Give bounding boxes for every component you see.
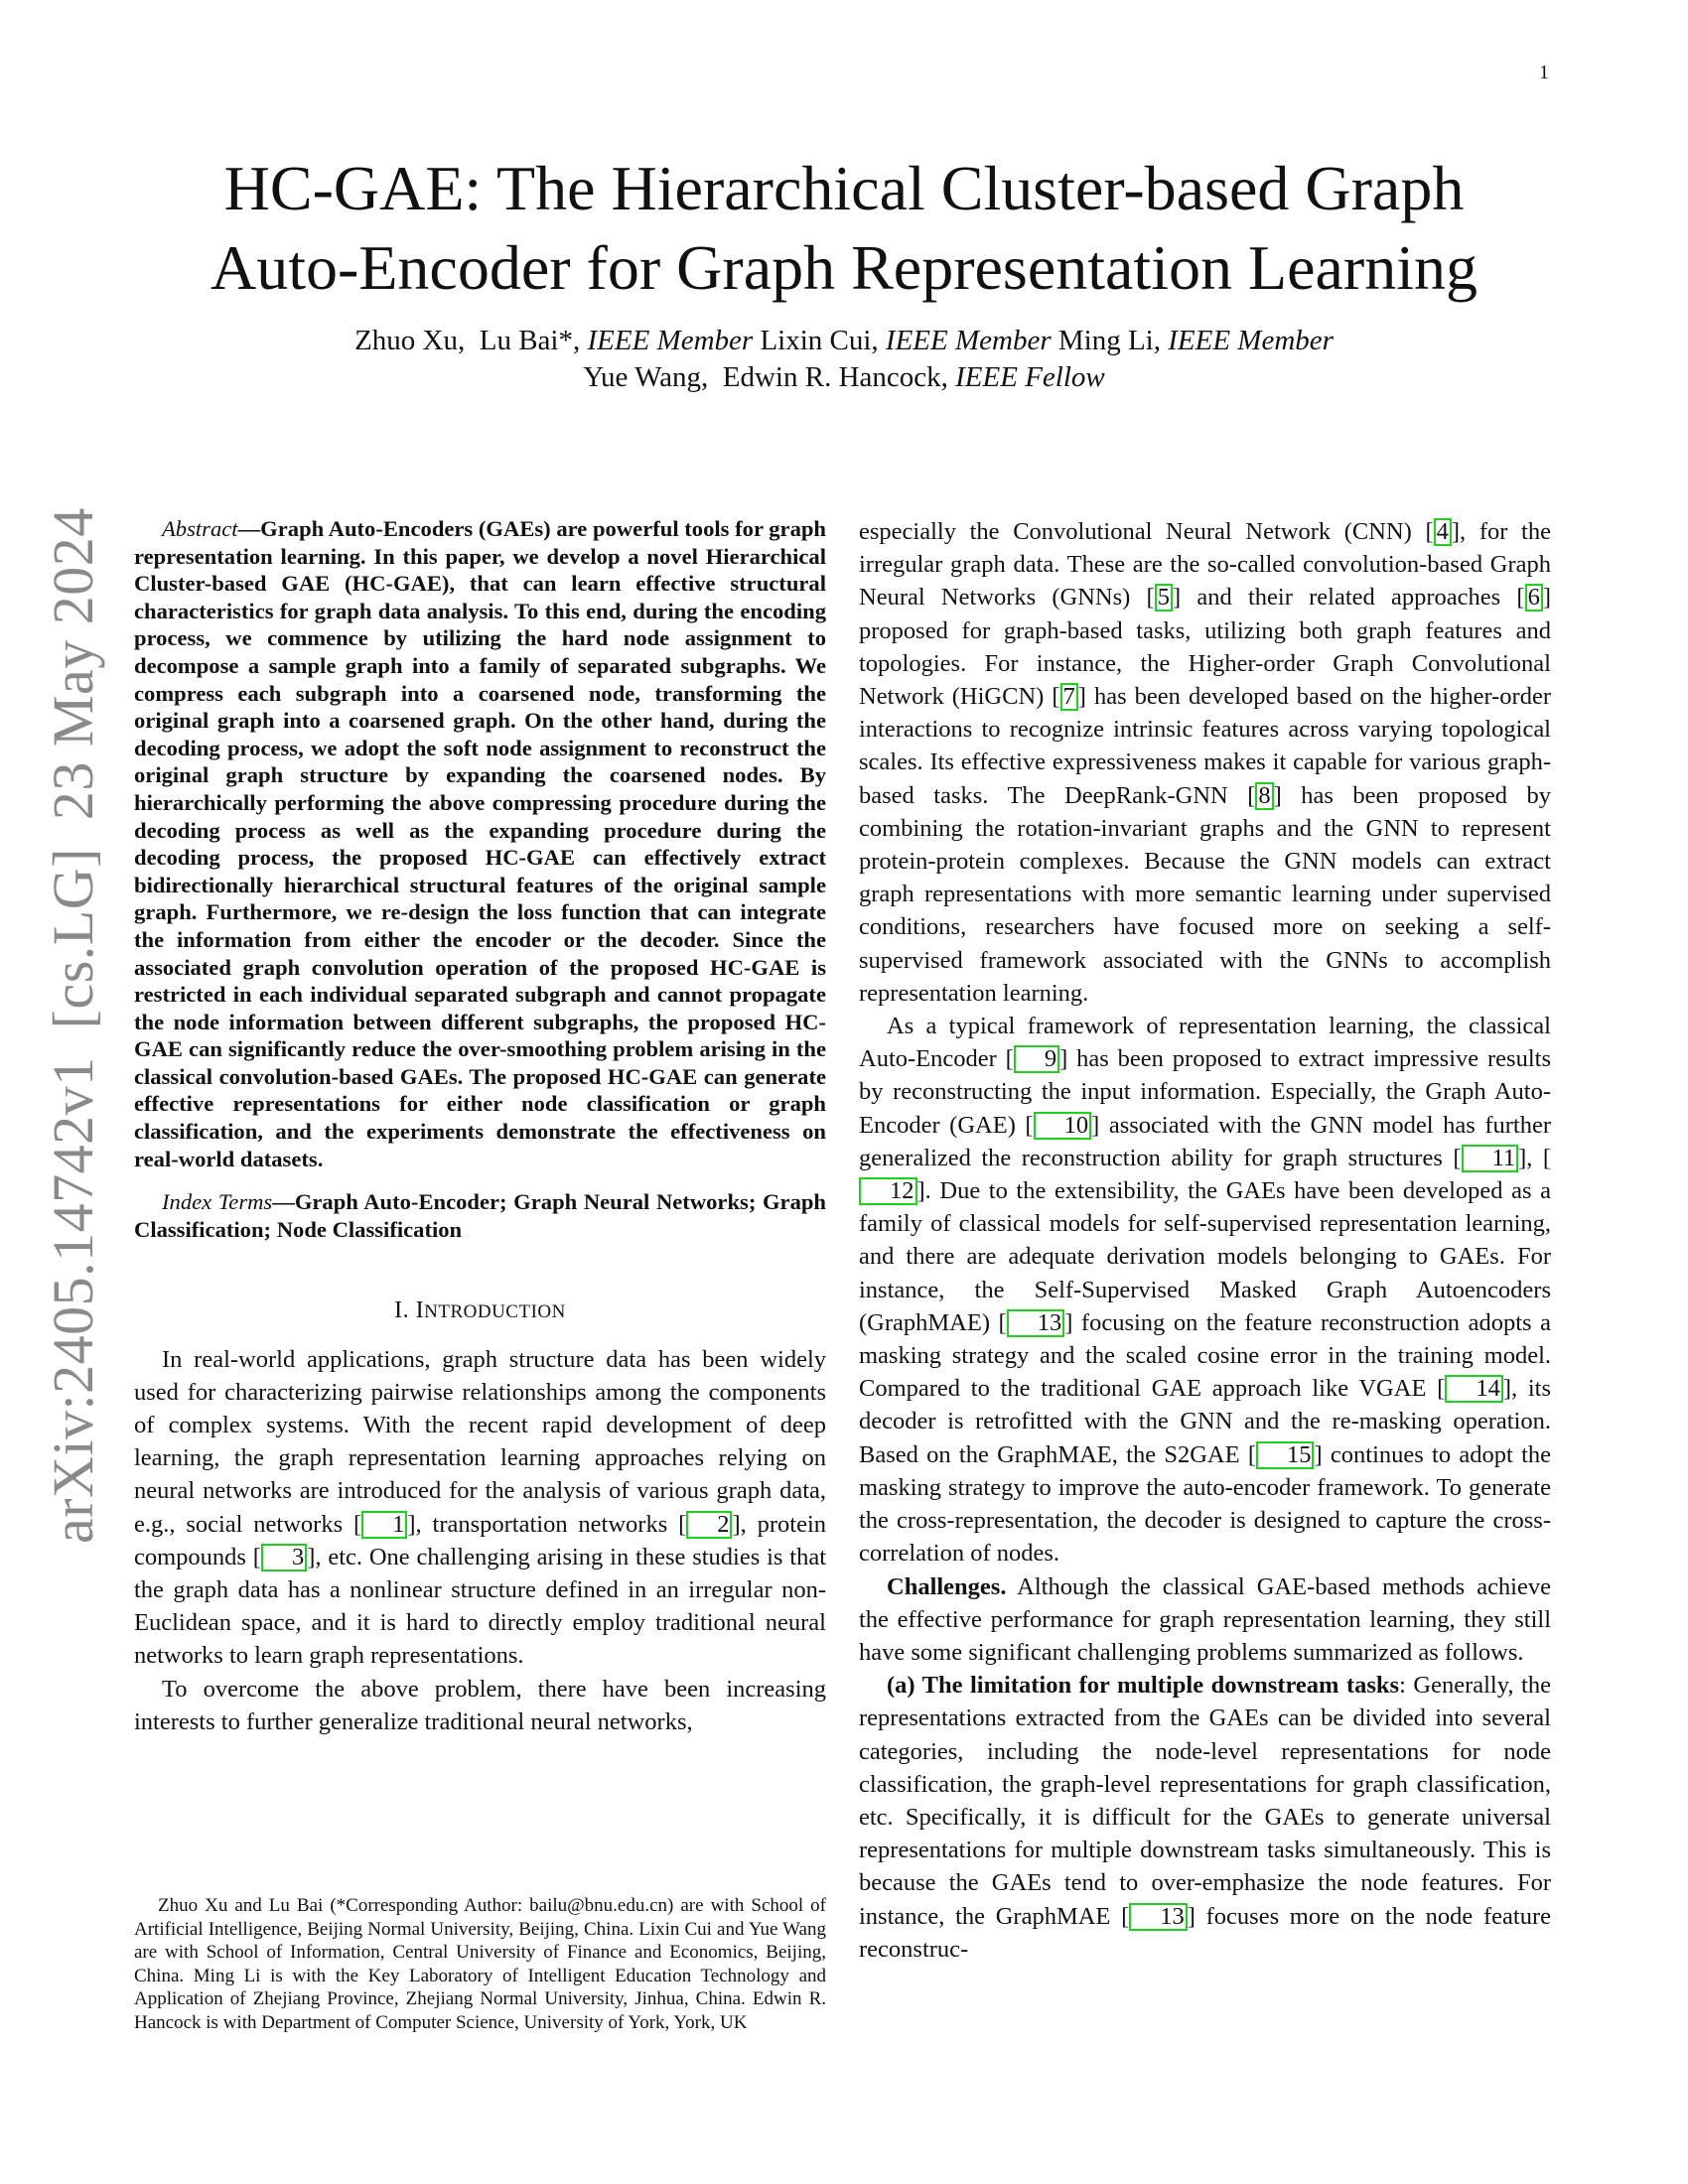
abstract (134, 515, 826, 1172)
citation-link[interactable]: 8 (1255, 782, 1273, 810)
arxiv-category: [cs.LG] (41, 848, 105, 1029)
author-affiliation-footnote: Zhuo Xu and Lu Bai (*Corresponding Author: bailu@bnu.edu.cn) are with School of Artificial Intelligence, Beijing Normal University, Beijing, China. Lixin Cui and Yue Wang are with School of Information, Central University of Finance and Economics, Beijing, China. Ming Li is with the Key Laboratory of Intelligent Education Technology and Application of Zhejiang Province, Zhejiang Normal University, Jinhua, China. Edwin R. Hancock is with Department of Computer Science, University of York, York, UK (134, 1895, 826, 2033)
arxiv-id: arXiv:2405.14742v1 (41, 1056, 105, 1544)
author-name: Lu Bai*, (479, 325, 581, 356)
citation-link[interactable]: 2 (686, 1511, 732, 1539)
limitation-label: (a) The limitation for multiple downstream tasks (887, 1672, 1400, 1700)
author-name: Ming Li, (1057, 325, 1161, 356)
author-name: Zhuo Xu, (354, 325, 466, 356)
author-role: IEEE Fellow (955, 361, 1105, 393)
authors-line-1 (99, 323, 1589, 359)
citation-link[interactable]: 15 (1256, 1441, 1315, 1469)
paper-title (99, 149, 1589, 308)
authors-line-2 (99, 359, 1589, 396)
author-name: Lixin Cui, (760, 325, 879, 356)
index-terms (134, 1188, 826, 1243)
title-line-1: HC-GAE: The Hierarchical Cluster-based Graph (223, 153, 1465, 223)
title-line-2: Auto-Encoder for Graph Representation Learning (211, 232, 1477, 303)
challenges-paragraph: Challenges. Although the classical GAE-based methods achieve the effective performance for graph representation learning, they still have some significant challenging problems summarized as follows. (859, 1572, 1551, 1666)
author-role: IEEE Member (587, 325, 754, 356)
intro-paragraph-1: In real-world applications, graph structure data has been widely used for characterizing pairwise relationships among the components of complex systems. With the recent rapid development of deep learning, the graph representation learning approaches relying on neural networks are introduced for the analysis of various graph data, e.g., social networks [ 1 ], transportation networks [ 2 ], protein compounds [ 3 ], etc. One challenging arising in these studies is that the graph data has a nonlinear structure defined in an irregular non-Euclidean space, and it is hard to directly employ traditional neural networks to learn graph representations. (134, 1345, 827, 1670)
page-number: 1 (1539, 62, 1549, 83)
citation-link[interactable]: 5 (1155, 584, 1173, 612)
citation-link[interactable]: 1 (361, 1511, 407, 1539)
index-terms-label: Index Terms (162, 1189, 273, 1215)
right-column (859, 515, 1551, 1966)
abstract-label: Abstract (162, 516, 238, 541)
left-column (134, 515, 826, 1738)
citation-link[interactable]: 14 (1445, 1375, 1503, 1403)
author-name: Yue Wang, (583, 361, 709, 393)
intro-paragraph-4: As a typical framework of representation learning, the classical Auto-Encoder [ 9 ] has been proposed to extract impressive results by reconstructing the input information. Especially, the Graph Auto-Encoder (GAE) [ 10 ] associated with the GNN model has further generalized the reconstruction ability for graph structures [ 11 ], [12 ]. Due to the extensibility, the GAEs have been developed as a family of classical models for self-supervised representation learning, and there are adequate derivation models belonging to GAEs. For instance, the Self-Supervised Masked Graph Autoencoders (GraphMAE) [ 13 ] focusing on the feature reconstruction adopts a masking strategy and the scaled cosine error in the training model. Compared to the traditional GAE approach like VGAE [ 14 ], its decoder is retrofitted with the GNN and the re-masking operation. Based on the GraphMAE, the S2GAE [ 15 ] continues to adopt the masking strategy to improve the auto-encoder framework. To generate the cross-representation, the decoder is designed to capture the cross-correlation of nodes. (859, 1013, 1552, 1568)
author-role: IEEE Member (885, 325, 1052, 356)
section-heading-introduction: I. INTRODUCTION (394, 1297, 566, 1324)
author-list (99, 323, 1589, 396)
limitation-paragraph: (a) The limitation for multiple downstream tasks: Generally, the representations extracted from the GAEs can be divided into several categories, including the node-level representations for node classification, the graph-level representations for graph classification, etc. Specifically, it is difficult for the GAEs to generate universal representations for multiple downstream tasks simultaneously. This is because the GAEs tend to over-emphasize the node features. For instance, the GraphMAE [ 13 ] focuses more on the node feature reconstruc- (859, 1672, 1552, 1963)
citation-link[interactable]: 13 (1007, 1309, 1065, 1337)
challenges-label: Challenges. (887, 1572, 1007, 1600)
intro-paragraph-2: To overcome the above problem, there have been increasing interests to further generalize traditional neural networks, (134, 1675, 826, 1735)
citation-link[interactable]: 7 (1060, 683, 1078, 711)
arxiv-watermark (40, 507, 109, 1544)
citation-link[interactable]: 3 (261, 1544, 307, 1571)
citation-link[interactable]: 13 (1129, 1903, 1188, 1931)
citation-link[interactable]: 6 (1525, 584, 1543, 612)
citation-link[interactable]: 12 (859, 1177, 917, 1205)
index-terms-text: —Graph Auto-Encoder; Graph Neural Networks; Graph Classification; Node Classification (134, 1189, 826, 1242)
abstract-text: —Graph Auto-Encoders (GAEs) are powerful tools for graph representation learning. In this paper, we develop a novel Hierarchical Cluster-based GAE (HC-GAE), that can learn effective structural characteristics for graph data analysis. To this end, during the encoding process, we commence by utilizing the hard node assignment to decompose a sample graph into a family of separated subgraphs. We compress each subgraph into a coarsened node, transforming the original graph into a coarsened graph. On the other hand, during the decoding process, we adopt the soft node assignment to reconstruct the original graph structure by expanding the coarsened nodes. By hierarchically performing the above compressing procedure during the decoding process as well as the expanding procedure during the decoding process, the proposed HC-GAE can effectively extract bidirectionally hierarchical structural features of the original sample graph. Furthermore, we re-design the loss function that can integrate the information from either the encoder or the decoder. Since the associated graph convolution operation of the proposed HC-GAE is restricted in each individual separated subgraph and cannot propagate the node information between different subgraphs, the proposed HC-GAE can significantly reduce the over-smoothing problem arising in the classical convolution-based GAEs. The proposed HC-GAE can generate effective representations for either node classification or graph classification, and the experiments demonstrate the effectiveness on real-world datasets. (134, 516, 826, 1171)
intro-paragraph-3: especially the Convolutional Neural Network (CNN) [ 4 ], for the irregular graph data. These are the so-called convolution-based Graph Neural Networks (GNNs) [ 5 ] and their related approaches [ 6 ] proposed for graph-based tasks, utilizing both graph features and topologies. For instance, the Higher-order Graph Convolutional Network (HiGCN) [ 7 ] has been developed based on the higher-order interactions to recognize intrinsic features across varying topological scales. Its effective expressiveness makes it capable for various graph-based tasks. The DeepRank-GNN [ 8 ] has been proposed by combining the rotation-invariant graphs and the GNN to represent protein-protein complexes. Because the GNN models can extract graph representations with more semantic learning under supervised conditions, researchers have focused more on seeking a self-supervised framework associated with the GNNs to accomplish representation learning. (859, 518, 1551, 1007)
author-name: Edwin R. Hancock, (722, 361, 948, 393)
citation-link[interactable]: 10 (1034, 1112, 1092, 1140)
citation-link[interactable]: 9 (1014, 1045, 1059, 1073)
arxiv-date: 23 May 2024 (41, 507, 105, 821)
citation-link[interactable]: 4 (1434, 518, 1452, 546)
citation-link[interactable]: 11 (1462, 1145, 1519, 1172)
author-role: IEEE Member (1168, 325, 1334, 356)
